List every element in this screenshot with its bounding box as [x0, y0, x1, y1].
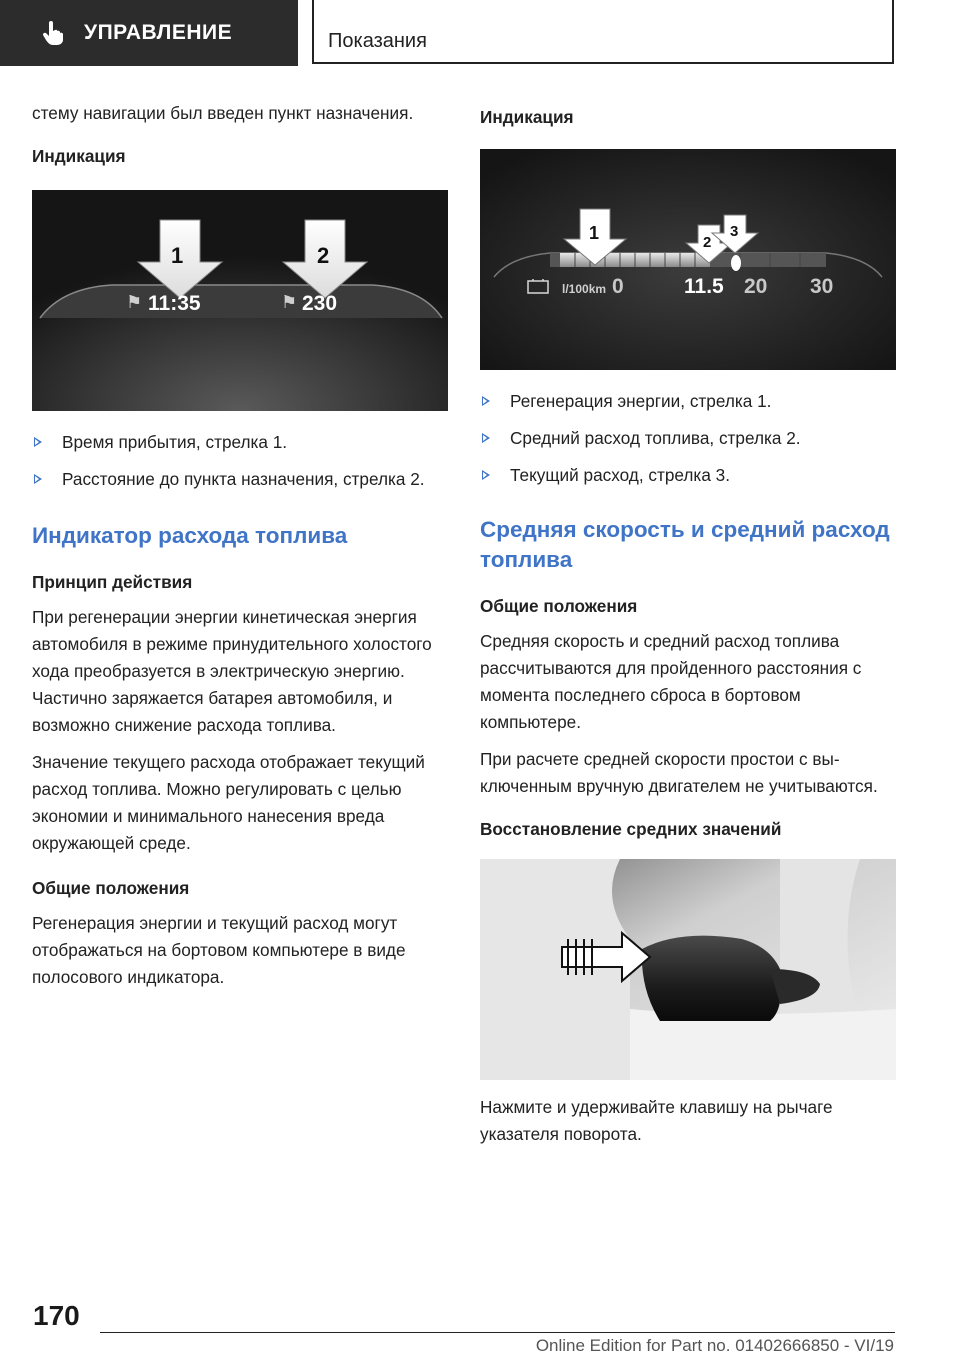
left-column — [32, 100, 448, 1001]
lever-graphic — [480, 859, 896, 1080]
principle-paragraph-2: Значение текущего расхода отображает текущий расход топлива. Можно регулировать с целью экономии и минимального нанесения вреда окружающей среде. — [32, 752, 425, 853]
arrow-1-label: 1 — [171, 243, 184, 268]
right-column — [480, 100, 896, 1158]
intro-text: стему навигации был введен пункт назначения. — [32, 103, 414, 123]
flag-icon: ⚑ — [126, 292, 143, 312]
flag-icon: ⚑ — [281, 292, 298, 312]
display-heading: Индикация — [480, 107, 574, 127]
scale-30: 30 — [810, 275, 834, 298]
principle-paragraph-1: При регенерации энергии кинетическая энергия автомобиля в режиме принудительного холостого хода преобразуется в электрическую энергию. Частично заряжается батарея автомобиля, и возможно снижение расхода топлива. — [32, 607, 432, 735]
list-item: Расстояние до пункта назначения, стрелка 2. — [32, 466, 448, 493]
list-item: Регенерация энергии, стрелка 1. — [480, 388, 896, 415]
section-title: Показания — [328, 30, 427, 52]
principle-heading: Принцип действия — [32, 572, 193, 592]
general-paragraph-2: При расчете средней скорости простои с выключенным вручную двигателем не учитываются. — [480, 749, 878, 796]
list-item: Текущий расход, стрелка 3. — [480, 462, 896, 489]
reset-heading: Восстановление средних значений — [480, 819, 782, 839]
general-heading: Общие положения — [480, 596, 638, 616]
page-number: 170 — [33, 1300, 80, 1331]
fuel-indicator-heading: Индикатор расхода топлива — [32, 523, 348, 548]
unit-label: l/100km — [562, 282, 607, 296]
distance-value: 230 — [302, 292, 338, 315]
figure2-bullet-list — [480, 388, 896, 489]
figure1-bullet-list — [32, 429, 448, 493]
bullet-triangle-icon — [34, 474, 42, 484]
average-value: 11.5 — [684, 275, 724, 298]
list-item: Средний расход топлива, стрелка 2. — [480, 425, 896, 452]
average-speed-heading: Средняя скорость и средний расход топлива — [480, 517, 890, 572]
arrow-2-label: 2 — [703, 234, 712, 251]
arrow-3-label: 3 — [730, 223, 739, 240]
arrival-time-value: 11:35 — [148, 292, 201, 315]
navigation-display-figure — [32, 190, 448, 411]
bullet-triangle-icon — [34, 437, 42, 447]
arrow-2-label: 2 — [317, 243, 330, 268]
footer-edition: Online Edition for Part no. 01402666850 - VI/19 — [535, 1336, 894, 1355]
scale-0: 0 — [612, 275, 624, 298]
fuel-bar-figure — [480, 149, 896, 370]
turn-signal-lever-figure — [480, 859, 896, 1080]
list-item: Время прибытия, стрелка 1. — [32, 429, 448, 456]
general-paragraph-1: Средняя скорость и средний расход топлива рассчитываются для пройденного расстояния с момента последнего сброса в бортовом компьютере. — [480, 631, 862, 732]
scale-20: 20 — [744, 275, 768, 298]
bullet-triangle-icon — [482, 433, 490, 443]
chapter-tab — [0, 0, 298, 66]
footer-divider — [100, 1332, 895, 1333]
general-paragraph: Регенерация энергии и текущий расход могут отображаться на бортовом компьютере в виде полосового индикатора. — [32, 913, 406, 987]
general-heading: Общие положения — [32, 878, 190, 898]
bullet-triangle-icon — [482, 470, 490, 480]
hand-pointer-icon — [40, 20, 66, 46]
chapter-title: УПРАВЛЕНИЕ — [84, 21, 233, 44]
section-header — [312, 0, 894, 64]
bullet-triangle-icon — [482, 396, 490, 406]
fuel-bar-graphic — [480, 149, 896, 370]
navigation-display-graphic — [32, 190, 448, 411]
display-heading: Индикация — [32, 146, 126, 166]
arrow-1-label: 1 — [589, 223, 600, 243]
figure-caption: Нажмите и удерживайте клавишу на рычаге указателя поворота. — [480, 1097, 833, 1144]
